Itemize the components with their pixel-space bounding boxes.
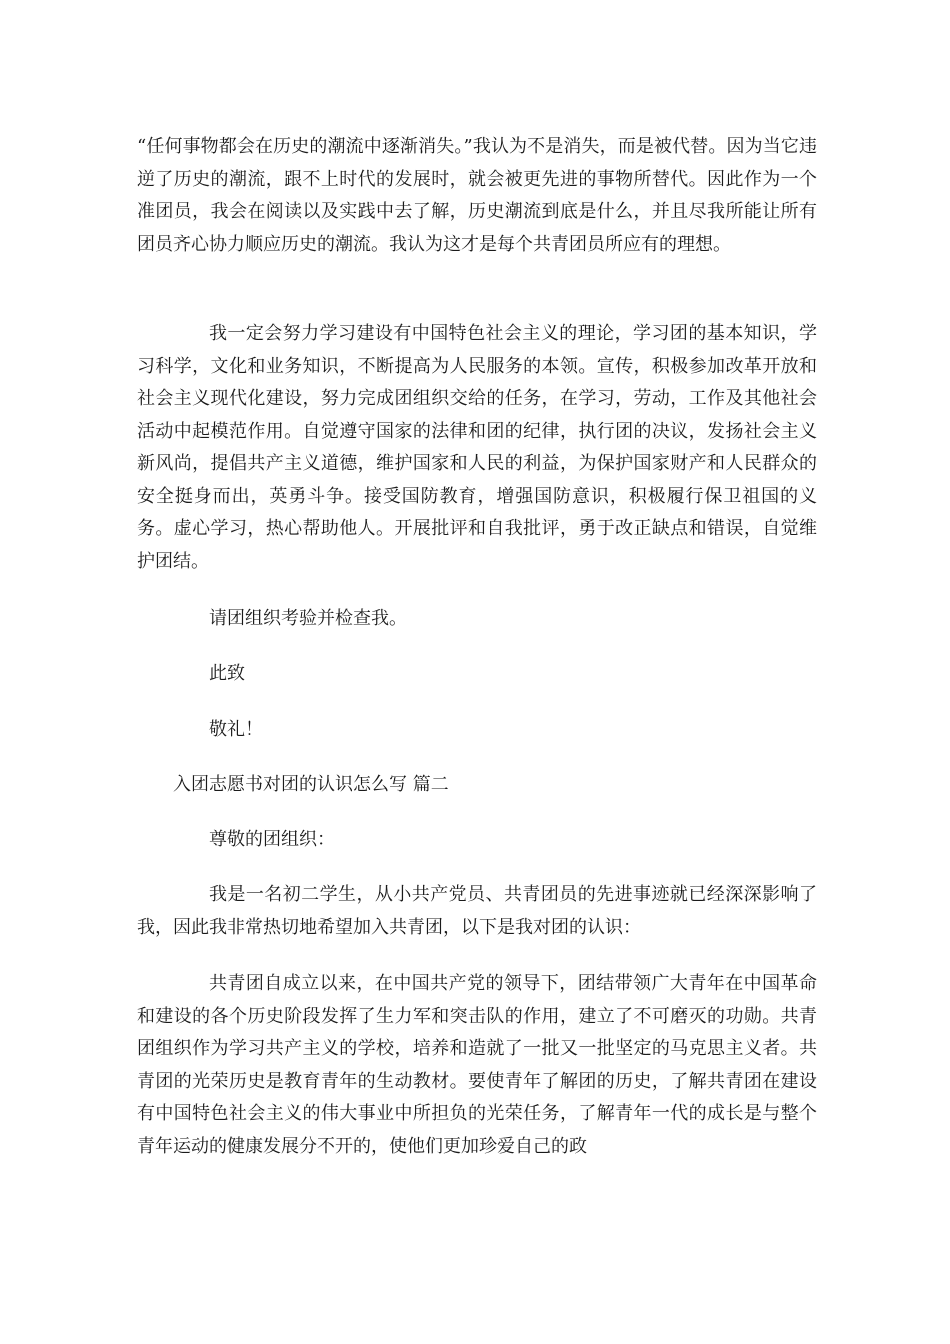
paragraph-history-tide: “任何事物都会在历史的潮流中逐渐消失。”我认为不是消失，而是被代替。因为当它违逆了历史的潮流，跟不上时代的发展时，就会被更先进的事物所替代。因此作为一个准团员，我会在阅读以及实践中去了解，历史潮流到底是什么，并且尽我所能让所有团员齐心协力顺应历史的潮流。我认为这才是每个共青团员所应有的理想。 (137, 136, 817, 255)
paragraph-introduction: 我是一名初二学生，从小共产党员、共青团员的先进事迹就已经深深影响了我，因此我非常热切地希望加入共青团，以下是我对团的认识： (137, 884, 817, 938)
section-heading: 入团志愿书对团的认识怎么写 篇二 (173, 774, 449, 795)
closing-regards: 敬礼！ (209, 719, 263, 740)
letter-greeting: 尊敬的团组织： (209, 829, 335, 850)
paragraph-league-history: 共青团自成立以来，在中国共产党的领导下，团结带领广大青年在中国革命和建设的各个历史阶段发挥了生力军和突击队的作用，建立了不可磨灭的功勋。共青团组织作为学习共产主义的学校，培养和造就了一批又一批坚定的马克思主义者。共青团的光荣历史是教育青年的生动教材。要使青年了解团的历史，了解共青团在建设有中国特色社会主义的伟大事业中所担负的光荣任务，了解青年一代的成长是与整个青年运动的健康发展分不开的，使他们更加珍爱自己的政 (137, 973, 817, 1157)
paragraph-request-review: 请团组织考验并检查我。 (209, 608, 407, 629)
paragraph-study-pledge: 我一定会努力学习建设有中国特色社会主义的理论，学习团的基本知识，学习科学，文化和业务知识，不断提高为人民服务的本领。宣传，积极参加改革开放和社会主义现代化建设，努力完成团组织交给的任务，在学习，劳动，工作及其他社会活动中起模范作用。自觉遵守国家的法律和团的纪律，执行团的决议，发扬社会主义新风尚，提倡共产主义道德，维护国家和人民的利益，为保护国家财产和人民群众的安全挺身而出，英勇斗争。接受国防教育，增强国防意识，积极履行保卫祖国的义务。虚心学习，热心帮助他人。开展批评和自我批评，勇于改正缺点和错误，自觉维护团结。 (137, 323, 817, 572)
closing-salutation: 此致 (209, 663, 245, 684)
